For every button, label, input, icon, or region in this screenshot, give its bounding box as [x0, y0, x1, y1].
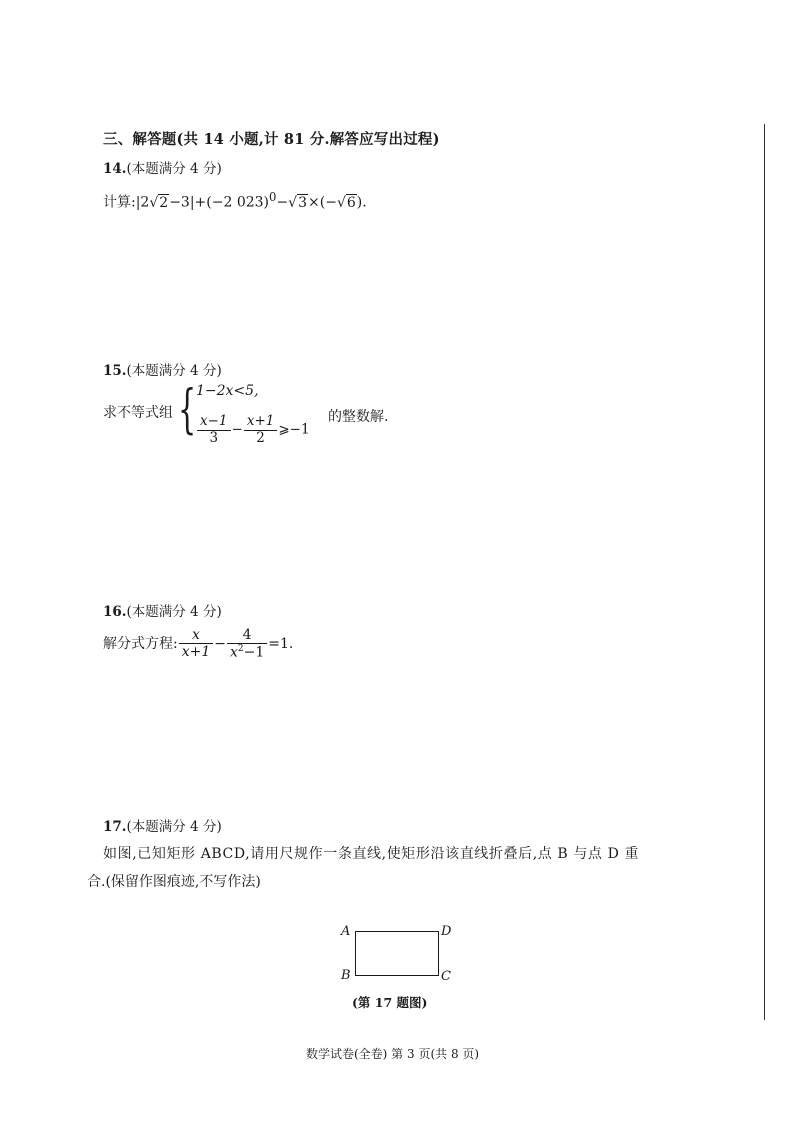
q14-minus: − — [276, 194, 289, 211]
q15-minus: − — [231, 421, 243, 438]
vertex-d-label: D — [441, 924, 452, 939]
q17-header — [103, 815, 222, 835]
q15-line1: 1−2x<5, — [196, 383, 259, 399]
q16-rhs: =1. — [268, 635, 294, 652]
q15-rhs: ⩾−1 — [278, 421, 310, 438]
q15-header — [103, 359, 222, 379]
q16-equation — [103, 627, 293, 661]
q14-times: ×(− — [308, 194, 337, 211]
q15-frac2: $\frac{x+1}{2}$ — [244, 414, 278, 446]
q15-suffix: 的整数解. — [328, 409, 389, 425]
q14-part: −3|+(−2 023) — [169, 194, 270, 211]
q14-close: ). — [356, 194, 367, 211]
vertex-a-label: A — [341, 924, 351, 939]
q14-exponent: 0 — [269, 190, 277, 204]
q14-prompt: 计算: — [103, 194, 136, 211]
q15-points: (本题满分 4 分) — [126, 363, 222, 379]
q14-expression — [103, 190, 367, 212]
q16-frac2: $\frac{4}{x^2-1}$ — [227, 627, 267, 661]
q14-points: (本题满分 4 分) — [126, 161, 222, 177]
q17-points: (本题满分 4 分) — [126, 819, 222, 835]
rectangle-abcd — [355, 931, 439, 976]
q16-prompt: 解分式方程: — [103, 635, 178, 652]
q14-abs-open: |2 — [135, 194, 150, 211]
q14-header — [103, 157, 222, 177]
q17-number: 17. — [103, 819, 127, 835]
vertex-b-label: B — [341, 968, 351, 983]
q17-line2: 合.(保留作图痕迹,不写作法) — [87, 874, 261, 890]
sqrt-3: √3 — [288, 194, 308, 211]
q15-number: 15. — [103, 363, 127, 379]
figure-caption: (第 17 题图) — [352, 995, 428, 1010]
q15-frac1: $\frac{x-1}{3}$ — [197, 414, 231, 446]
q15-line2 — [196, 414, 310, 446]
q15-brace: { — [178, 380, 197, 440]
q16-minus: − — [214, 635, 226, 652]
q16-frac1: $\frac{x}{x+1}$ — [179, 627, 214, 660]
q16-points: (本题满分 4 分) — [126, 604, 222, 620]
q16-header — [103, 600, 222, 620]
q15-prompt: 求不等式组 — [103, 405, 173, 421]
page-footer: 数学试卷(全卷) 第 3 页(共 8 页) — [306, 1047, 480, 1061]
q14-number: 14. — [103, 161, 127, 177]
q17-line1: 如图,已知矩形 ABCD,请用尺规作一条直线,使矩形沿该直线折叠后,点 B 与点 D 重 — [103, 846, 640, 862]
vertex-c-label: C — [441, 969, 451, 984]
q16-number: 16. — [103, 604, 127, 620]
section-title: 三、解答题(共 14 小题,计 81 分.解答应写出过程) — [103, 131, 440, 148]
page-margin-line — [764, 124, 765, 1020]
sqrt-2: √2 — [149, 194, 169, 211]
sqrt-6: √6 — [336, 194, 356, 211]
